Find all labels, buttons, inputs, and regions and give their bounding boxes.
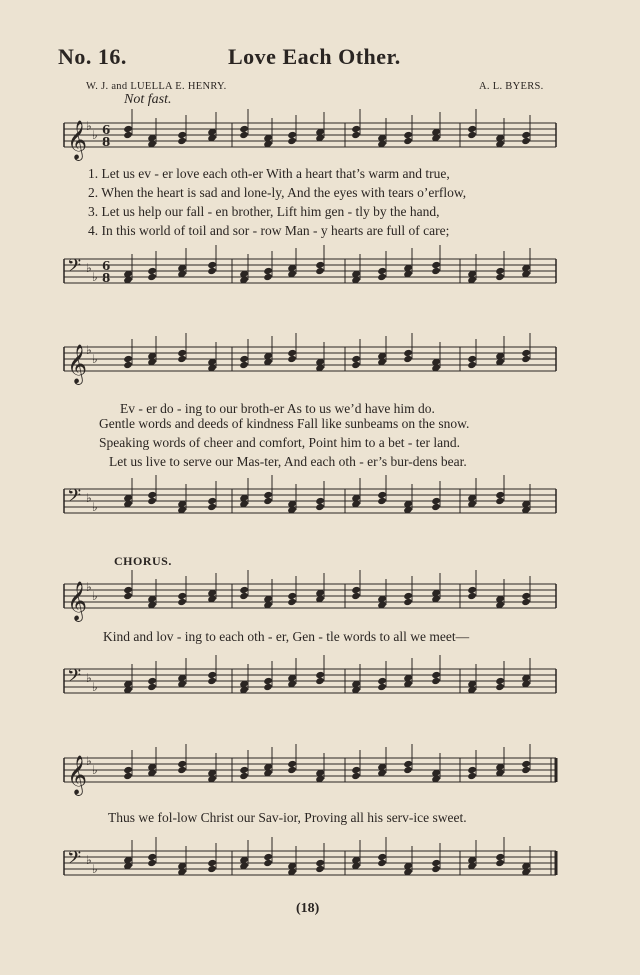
- svg-text:𝄢: 𝄢: [67, 666, 82, 691]
- svg-text:𝄢: 𝄢: [67, 256, 82, 281]
- svg-text:♭: ♭: [92, 862, 98, 876]
- page-number: (18): [296, 901, 320, 916]
- hymn-number: No. 16.: [58, 44, 127, 69]
- svg-text:𝄢: 𝄢: [67, 486, 82, 511]
- svg-text:♭: ♭: [92, 589, 98, 603]
- svg-text:♭: ♭: [92, 270, 98, 284]
- svg-text:♭: ♭: [92, 128, 98, 142]
- chorus-label: CHORUS.: [114, 554, 172, 568]
- verse-lyrics-1: [88, 164, 466, 240]
- words-credit: W. J. and LUELLA E. HENRY.: [86, 81, 227, 92]
- svg-text:♭: ♭: [86, 119, 92, 133]
- treble-staff-3: [0, 578, 640, 628]
- treble-staff-4: [0, 752, 640, 802]
- svg-text:♭: ♭: [86, 580, 92, 594]
- bass-staff-1: [0, 253, 640, 303]
- chorus-line: Thus we fol-low Christ our Sav-ior, Proving all his serv-ice sweet.: [108, 810, 467, 825]
- verse-lyrics-2c: [109, 452, 467, 471]
- chorus-lyrics-1: [103, 627, 469, 646]
- verse-line: 1. Let us ev - er love each oth-er With a heart that’s warm and true,: [88, 166, 450, 181]
- treble-staff-2: [0, 341, 640, 391]
- svg-text:𝄢: 𝄢: [67, 848, 82, 873]
- music-credit: A. L. BYERS.: [479, 81, 544, 92]
- svg-text:♭: ♭: [92, 352, 98, 366]
- verse-line: 4. In this world of toil and sor - row Man - y hearts are full of care;: [88, 223, 450, 238]
- verse-line: 3. Let us help our fall - en brother, Lift him gen - tly by the hand,: [88, 204, 440, 219]
- verse-line: Speaking words of cheer and comfort, Point him to a bet - ter land.: [99, 435, 461, 450]
- svg-text:6: 6: [102, 123, 111, 137]
- svg-text:𝄞: 𝄞: [67, 344, 88, 384]
- verse-line: 2. When the heart is sad and lone-ly, And the eyes with tears o’erflow,: [88, 185, 467, 200]
- bass-staff-2: [0, 483, 640, 533]
- verse-line: Ev - er do - ing to our broth-er As to us we’d have him do.: [120, 401, 435, 416]
- svg-text:♭: ♭: [86, 853, 92, 867]
- bass-staff-4: [0, 845, 640, 895]
- svg-text:♭: ♭: [86, 261, 92, 275]
- svg-text:𝄞: 𝄞: [67, 120, 88, 160]
- svg-text:♭: ♭: [92, 680, 98, 694]
- bass-staff-3: [0, 663, 640, 713]
- svg-text:♭: ♭: [86, 343, 92, 357]
- svg-text:8: 8: [102, 271, 111, 285]
- chorus-lyrics-2: [108, 808, 467, 827]
- svg-text:♭: ♭: [86, 754, 92, 768]
- svg-text:♭: ♭: [92, 763, 98, 777]
- svg-text:𝄞: 𝄞: [67, 581, 88, 621]
- tempo-marking: Not fast.: [124, 92, 172, 107]
- verse-line: Let us live to serve our Mas-ter, And each oth - er’s bur-dens bear.: [109, 454, 467, 469]
- svg-text:6: 6: [102, 259, 111, 273]
- verse-lyrics-2b: [99, 414, 469, 452]
- treble-staff-1: [0, 117, 640, 167]
- svg-text:♭: ♭: [86, 491, 92, 505]
- svg-text:𝄞: 𝄞: [67, 755, 88, 795]
- chorus-line: Kind and lov - ing to each oth - er, Gen - tle words to all we meet—: [103, 629, 470, 644]
- svg-text:8: 8: [102, 135, 111, 149]
- svg-text:♭: ♭: [86, 671, 92, 685]
- verse-line: Gentle words and deeds of kindness Fall like sunbeams on the snow.: [99, 416, 470, 431]
- hymn-title: Love Each Other.: [228, 44, 401, 69]
- svg-text:♭: ♭: [92, 500, 98, 514]
